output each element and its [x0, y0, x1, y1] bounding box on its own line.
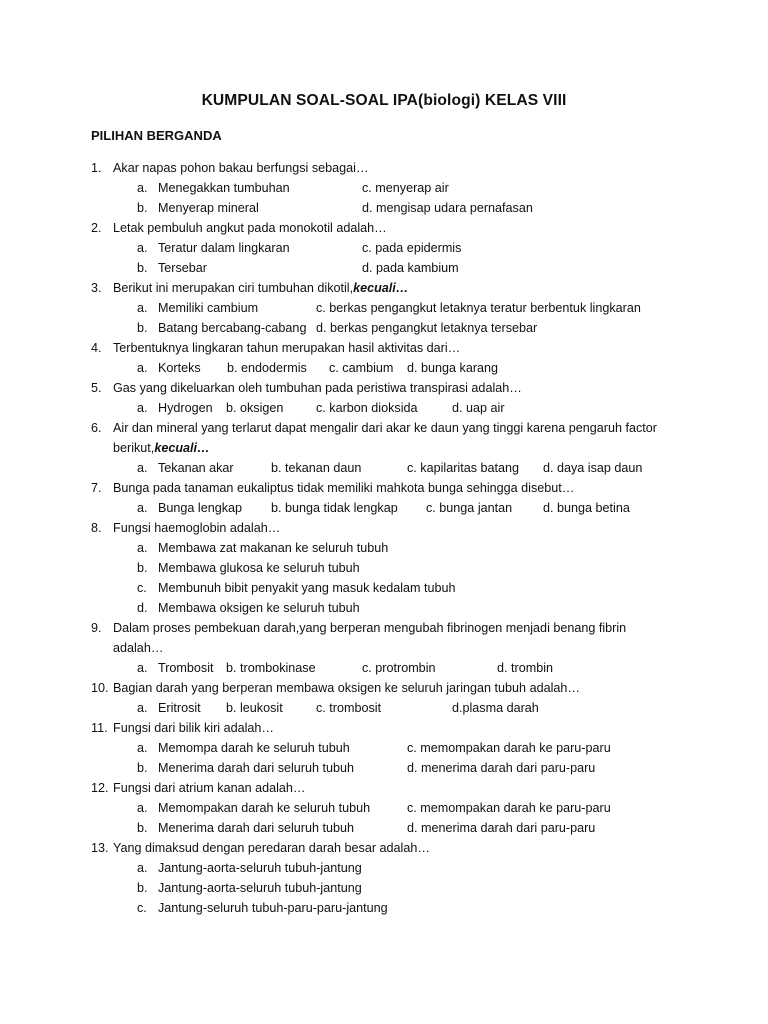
option-text: b. oksigen: [226, 401, 284, 415]
option-text: Eritrosit: [158, 701, 201, 715]
question-text: Dalam proses pembekuan darah,yang berperan mengubah fibrinogen menjadi benang fibrin: [113, 621, 627, 635]
option-text: Hydrogen: [158, 401, 213, 415]
question-text: Terbentuknya lingkaran tahun merupakan hasil aktivitas dari…: [113, 341, 461, 355]
option-text: Membawa oksigen ke seluruh tubuh: [158, 601, 360, 615]
question-text-main: berikut,: [113, 441, 155, 455]
question-emphasis: kecuali…: [154, 441, 210, 455]
document-title: KUMPULAN SOAL-SOAL IPA(biologi) KELAS VIII: [201, 92, 567, 109]
option-text: c. kapilaritas batang: [407, 461, 520, 475]
option-text: c. memompakan darah ke paru-paru: [407, 741, 611, 755]
question-text: Letak pembuluh angkut pada monokotil adalah…: [113, 221, 387, 235]
question-number: 2.: [91, 221, 102, 235]
option-text: Korteks: [158, 361, 201, 375]
option-label: b.: [137, 561, 148, 575]
option-text: b. trombokinase: [226, 661, 316, 675]
option-text: Membawa glukosa ke seluruh tubuh: [158, 561, 360, 575]
question-number: 1.: [91, 161, 102, 175]
question-text: Bunga pada tanaman eukaliptus tidak memiliki mahkota bunga sehingga disebut…: [113, 481, 575, 495]
option-text: Batang bercabang-cabang: [158, 321, 307, 335]
question-text: Yang dimaksud dengan peredaran darah besar adalah…: [113, 841, 430, 855]
option-text: d. bunga karang: [407, 361, 499, 375]
option-label: b.: [137, 321, 148, 335]
option-text: c. berkas pengangkut letaknya teratur berbentuk lingkaran: [316, 301, 641, 315]
option-label: a.: [137, 181, 148, 195]
question-number: 7.: [91, 481, 102, 495]
option-text: Tersebar: [158, 261, 207, 275]
option-text: c. cambium: [329, 361, 394, 375]
question-number: 4.: [91, 341, 102, 355]
question-text-main: Berikut ini merupakan ciri tumbuhan dikotil,: [113, 281, 354, 295]
option-text: Trombosit: [158, 661, 214, 675]
option-text: d. trombin: [497, 661, 553, 675]
option-label: c.: [137, 581, 147, 595]
question-text: Gas yang dikeluarkan oleh tumbuhan pada peristiwa transpirasi adalah…: [113, 381, 522, 395]
option-text: c. memompakan darah ke paru-paru: [407, 801, 611, 815]
question-text: Bagian darah yang berperan membawa oksigen ke seluruh jaringan tubuh adalah…: [113, 681, 580, 695]
option-label: a.: [137, 301, 148, 315]
question-text: [113, 278, 408, 298]
question-text-continued: [113, 438, 210, 458]
option-text: b. endodermis: [227, 361, 307, 375]
option-text: Jantung-aorta-seluruh tubuh-jantung: [158, 881, 362, 895]
question-text: Akar napas pohon bakau berfungsi sebagai…: [113, 161, 369, 175]
option-text: d. menerima darah dari paru-paru: [407, 761, 596, 775]
question-number: 3.: [91, 281, 102, 295]
option-text: d. menerima darah dari paru-paru: [407, 821, 596, 835]
option-text: Menegakkan tumbuhan: [158, 181, 290, 195]
option-label: b.: [137, 201, 148, 215]
option-label: b.: [137, 821, 148, 835]
option-text: c. pada epidermis: [362, 241, 462, 255]
option-label: a.: [137, 501, 148, 515]
option-text: d. uap air: [452, 401, 505, 415]
option-label: b.: [137, 261, 148, 275]
option-text: Tekanan akar: [158, 461, 234, 475]
question-number: 5.: [91, 381, 102, 395]
option-text: Jantung-aorta-seluruh tubuh-jantung: [158, 861, 362, 875]
option-label: a.: [137, 401, 148, 415]
question-emphasis: kecuali…: [353, 281, 409, 295]
option-label: a.: [137, 741, 148, 755]
option-text: d. bunga betina: [543, 501, 630, 515]
option-text: Menerima darah dari seluruh tubuh: [158, 821, 355, 835]
option-label: a.: [137, 361, 148, 375]
option-text: Teratur dalam lingkaran: [158, 241, 290, 255]
option-text: d.plasma darah: [452, 701, 539, 715]
question-number: 6.: [91, 421, 102, 435]
question-text: Fungsi dari atrium kanan adalah…: [113, 781, 306, 795]
question-number: 8.: [91, 521, 102, 535]
option-text: c. trombosit: [316, 701, 382, 715]
option-text: Jantung-seluruh tubuh-paru-paru-jantung: [158, 901, 388, 915]
option-text: c. protrombin: [362, 661, 436, 675]
option-label: a.: [137, 541, 148, 555]
question-text: Fungsi dari bilik kiri adalah…: [113, 721, 274, 735]
option-text: b. leukosit: [226, 701, 283, 715]
option-text: b. bunga tidak lengkap: [271, 501, 398, 515]
option-text: d. daya isap daun: [543, 461, 643, 475]
option-label: a.: [137, 661, 148, 675]
option-label: d.: [137, 601, 148, 615]
option-text: b. tekanan daun: [271, 461, 362, 475]
question-number: 13.: [91, 841, 109, 855]
option-text: Memompa darah ke seluruh tubuh: [158, 741, 350, 755]
question-number: 9.: [91, 621, 102, 635]
option-label: b.: [137, 881, 148, 895]
question-number: 11.: [91, 721, 108, 735]
option-label: a.: [137, 241, 148, 255]
option-label: a.: [137, 701, 148, 715]
question-number: 10.: [91, 681, 109, 695]
option-text: c. karbon dioksida: [316, 401, 418, 415]
option-text: d. pada kambium: [362, 261, 459, 275]
question-text: Fungsi haemoglobin adalah…: [113, 521, 281, 535]
option-label: a.: [137, 801, 148, 815]
option-text: d. berkas pengangkut letaknya tersebar: [316, 321, 538, 335]
option-text: Membunuh bibit penyakit yang masuk kedalam tubuh: [158, 581, 456, 595]
option-text: d. mengisap udara pernafasan: [362, 201, 533, 215]
option-text: Memiliki cambium: [158, 301, 259, 315]
option-text: c. menyerap air: [362, 181, 449, 195]
option-label: c.: [137, 901, 147, 915]
section-heading: PILIHAN BERGANDA: [91, 128, 222, 143]
option-label: a.: [137, 861, 148, 875]
question-text: Air dan mineral yang terlarut dapat mengalir dari akar ke daun yang tinggi karena pengaruh factor: [113, 421, 657, 435]
option-text: Menerima darah dari seluruh tubuh: [158, 761, 355, 775]
option-text: c. bunga jantan: [426, 501, 513, 515]
option-text: Membawa zat makanan ke seluruh tubuh: [158, 541, 389, 555]
option-label: a.: [137, 461, 148, 475]
question-text-continued: adalah…: [113, 641, 164, 655]
option-text: Menyerap mineral: [158, 201, 259, 215]
option-label: b.: [137, 761, 148, 775]
option-text: Memompakan darah ke seluruh tubuh: [158, 801, 371, 815]
option-text: Bunga lengkap: [158, 501, 243, 515]
question-number: 12.: [91, 781, 109, 795]
